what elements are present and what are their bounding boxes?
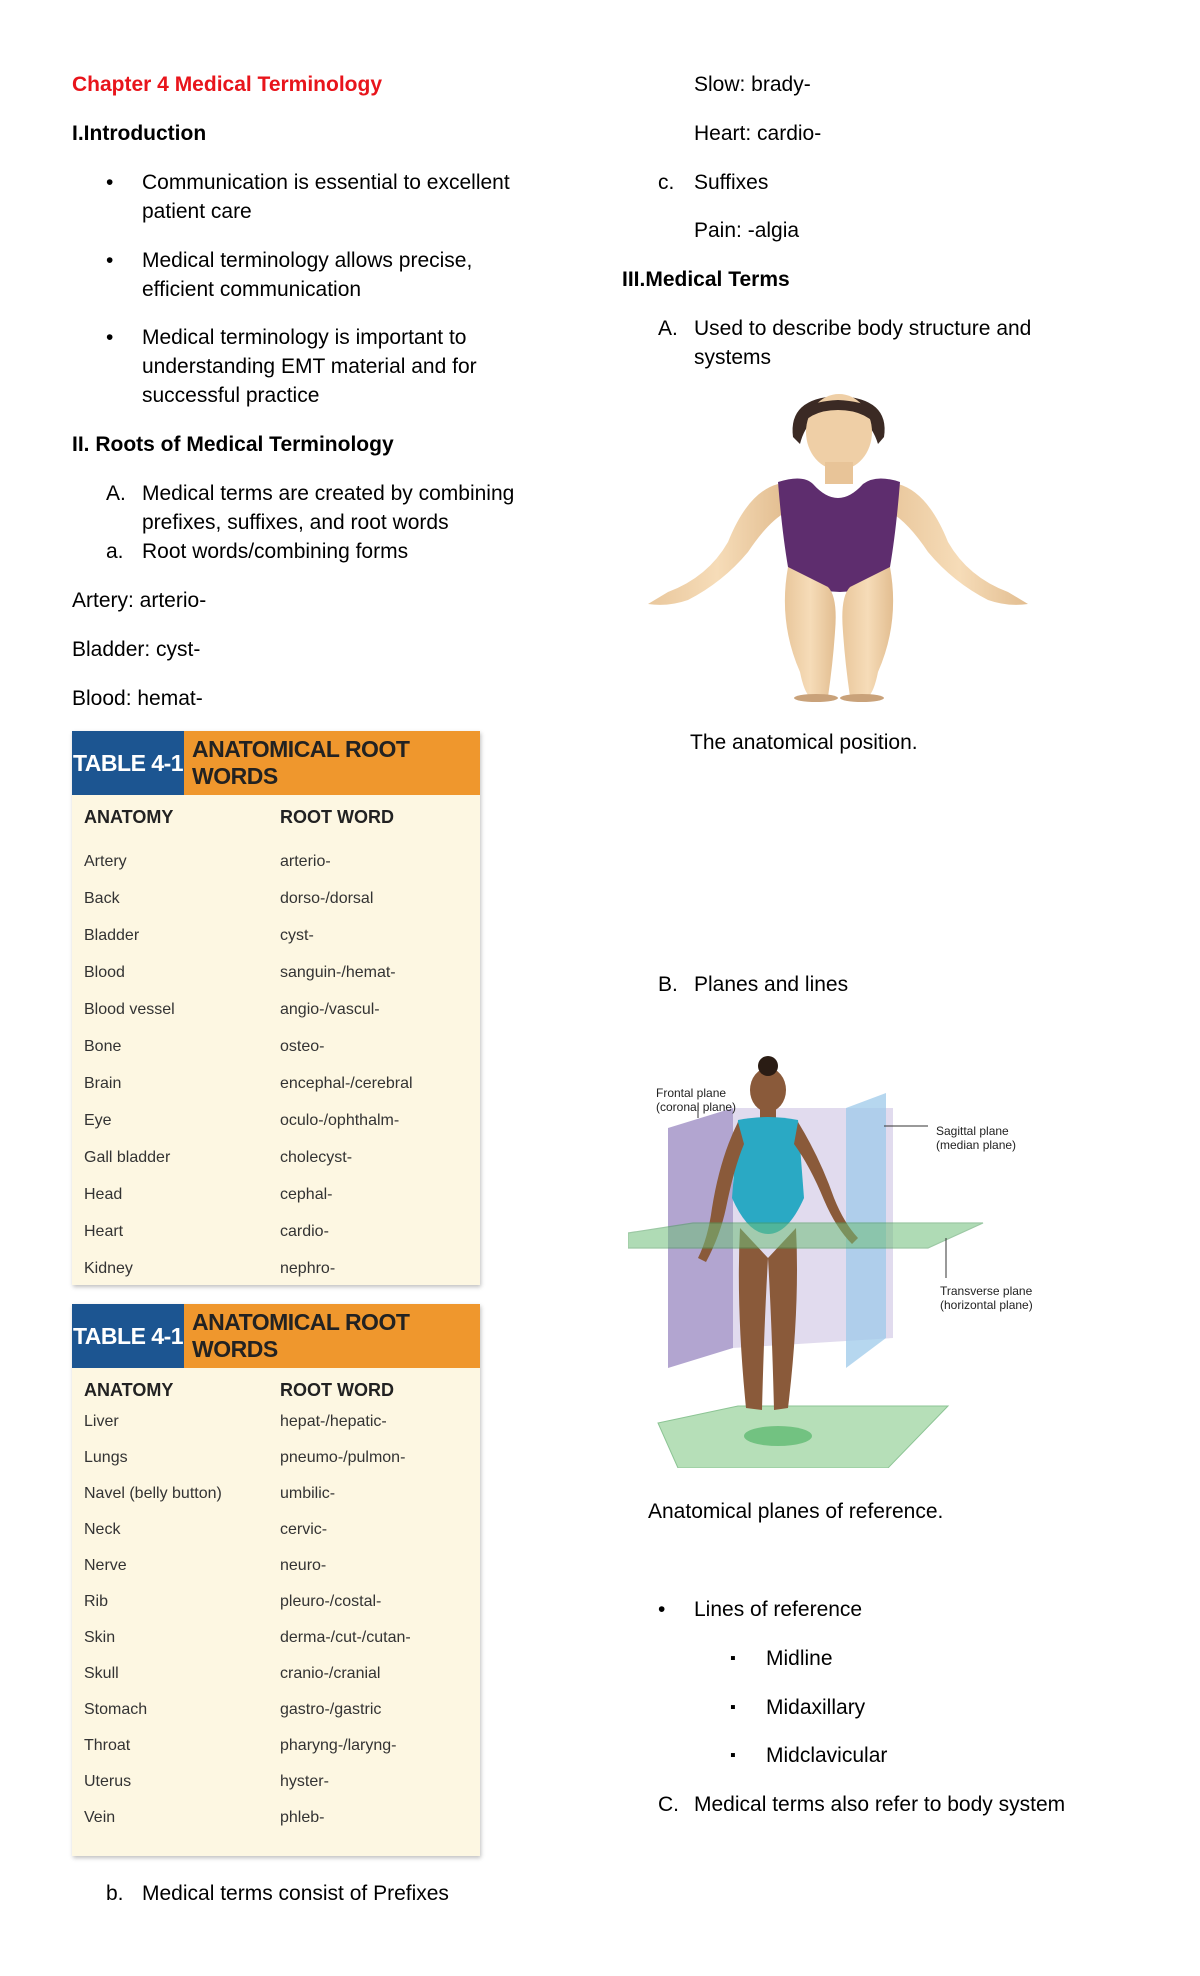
table-row — [72, 1620, 480, 1656]
anatomy-cell: Skin — [84, 1629, 116, 1646]
line-midline: Midline — [766, 1647, 833, 1670]
bullet-marker: • — [106, 249, 114, 272]
root-word-cell: derma-/cut-/cutan- — [280, 1629, 411, 1646]
line-midclavicular: Midclavicular — [766, 1744, 888, 1767]
anatomy-cell: Uterus — [84, 1773, 132, 1790]
table-column-headers — [72, 1380, 480, 1404]
roots-item-c: Suffixes — [694, 171, 769, 194]
table-row — [72, 1584, 480, 1620]
example-blood: Blood: hemat- — [72, 687, 203, 710]
table-row — [72, 843, 480, 880]
root-word-cell: dorso-/dorsal — [280, 890, 374, 907]
table-row — [72, 1404, 480, 1440]
root-word-cell: hepat-/hepatic- — [280, 1413, 387, 1430]
medical-terms-item-C: Medical terms also refer to body system — [694, 1793, 1066, 1816]
roots-item-b: Medical terms consist of Prefixes — [142, 1882, 449, 1905]
root-word-cell: pleuro-/costal- — [280, 1593, 382, 1610]
anatomy-cell: Stomach — [84, 1701, 148, 1718]
bullet-marker: • — [658, 1598, 666, 1621]
anatomy-cell: Rib — [84, 1593, 109, 1610]
column-root-word: ROOT WORD — [280, 807, 394, 827]
list-marker-B: B. — [658, 973, 678, 996]
root-word-cell: phleb- — [280, 1809, 325, 1826]
table-row — [72, 1102, 480, 1139]
table-row — [72, 1692, 480, 1728]
square-bullet-marker: ▪ — [730, 1747, 736, 1764]
lines-of-reference: Lines of reference — [694, 1598, 863, 1621]
table-row — [72, 1065, 480, 1102]
root-word-cell: cephal- — [280, 1186, 333, 1203]
label-frontal-plane: Frontal plane — [656, 1086, 727, 1100]
caption-anatomical-planes: Anatomical planes of reference. — [648, 1500, 944, 1523]
table-row — [72, 917, 480, 954]
medical-terms-item-B: Planes and lines — [694, 973, 849, 996]
square-bullet-marker: ▪ — [730, 1699, 736, 1716]
table-body — [72, 843, 480, 1287]
table-header — [72, 731, 480, 795]
anatomy-cell: Bladder — [84, 927, 140, 944]
table-body — [72, 1404, 480, 1836]
list-marker-b: b. — [106, 1882, 124, 1905]
anatomy-cell: Nerve — [84, 1557, 127, 1574]
label-sagittal-plane: Sagittal plane — [936, 1124, 1009, 1138]
list-marker-A: A. — [106, 482, 126, 505]
table-number: TABLE 4-1 — [72, 1304, 184, 1368]
line-midaxillary: Midaxillary — [766, 1696, 866, 1719]
list-marker-C: C. — [658, 1793, 679, 1816]
prefix-slow: Slow: brady- — [694, 73, 811, 96]
medical-terms-item-A: Used to describe body structure and systems — [694, 317, 1032, 369]
table-row — [72, 1028, 480, 1065]
root-heart: Heart: cardio- — [694, 122, 822, 145]
anatomy-cell: Blood vessel — [84, 1001, 175, 1018]
table-row — [72, 1800, 480, 1836]
root-word-cell: neuro- — [280, 1557, 327, 1574]
anatomy-cell: Blood — [84, 964, 125, 981]
column-anatomy: ANATOMY — [84, 807, 174, 827]
table-title: ANATOMICAL ROOT WORDS — [184, 1304, 480, 1368]
anatomical-position-figure — [628, 392, 1048, 702]
root-word-cell: gastro-/gastric — [280, 1701, 382, 1718]
list-marker-A: A. — [658, 317, 678, 340]
table-header — [72, 1304, 480, 1368]
table-row — [72, 1656, 480, 1692]
anatomy-cell: Vein — [84, 1809, 116, 1826]
anatomy-cell: Liver — [84, 1413, 119, 1430]
table-number: TABLE 4-1 — [72, 731, 184, 795]
example-artery: Artery: arterio- — [72, 589, 207, 612]
table-row — [72, 1440, 480, 1476]
root-word-cell: nephro- — [280, 1260, 336, 1277]
root-word-cell: cyst- — [280, 927, 314, 944]
table-row — [72, 1139, 480, 1176]
roots-item-A: Medical terms are created by combining prefixes, suffixes, and root words — [142, 482, 515, 534]
root-word-cell: encephal-/cerebral — [280, 1075, 413, 1092]
root-word-cell: cardio- — [280, 1223, 329, 1240]
root-word-cell: pharyng-/laryng- — [280, 1737, 397, 1754]
suffix-pain: Pain: -algia — [694, 219, 800, 242]
root-word-cell: angio-/vascul- — [280, 1001, 380, 1018]
intro-bullet-2: Medical terminology allows precise, efficient communication — [142, 249, 473, 301]
root-word-cell: umbilic- — [280, 1485, 336, 1502]
table-row — [72, 1512, 480, 1548]
anatomy-cell: Brain — [84, 1075, 122, 1092]
section-medical-terms-heading: III.Medical Terms — [622, 268, 790, 291]
label-coronal-plane: (coronal plane) — [656, 1100, 737, 1114]
table-row — [72, 1250, 480, 1287]
table-title: ANATOMICAL ROOT WORDS — [184, 731, 480, 795]
root-word-cell: osteo- — [280, 1038, 325, 1055]
anatomy-cell: Back — [84, 890, 120, 907]
table-row — [72, 991, 480, 1028]
table-row — [72, 1476, 480, 1512]
anatomy-cell: Lungs — [84, 1449, 128, 1466]
bullet-marker: • — [106, 326, 114, 349]
square-bullet-marker: ▪ — [730, 1650, 736, 1667]
table-column-headers — [72, 807, 480, 835]
column-root-word: ROOT WORD — [280, 1380, 394, 1400]
anatomical-planes-figure — [628, 1048, 1048, 1468]
intro-bullet-1: Communication is essential to excellent patient care — [142, 171, 510, 223]
example-bladder: Bladder: cyst- — [72, 638, 201, 661]
table-row — [72, 1176, 480, 1213]
anatomy-cell: Skull — [84, 1665, 119, 1682]
list-marker-c: c. — [658, 171, 675, 194]
anatomy-cell: Artery — [84, 853, 127, 870]
anatomy-cell: Head — [84, 1186, 123, 1203]
anatomical-root-words-table-2 — [72, 1304, 480, 1856]
table-row — [72, 954, 480, 991]
section-introduction-heading: I.Introduction — [72, 122, 207, 145]
root-word-cell: hyster- — [280, 1773, 329, 1790]
column-anatomy: ANATOMY — [84, 1380, 174, 1400]
anatomy-cell: Heart — [84, 1223, 124, 1240]
root-word-cell: cholecyst- — [280, 1149, 353, 1166]
anatomy-cell: Bone — [84, 1038, 122, 1055]
chapter-title: Chapter 4 Medical Terminology — [72, 73, 383, 96]
table-row — [72, 880, 480, 917]
label-median-plane: (median plane) — [936, 1138, 1017, 1152]
anatomy-cell: Kidney — [84, 1260, 133, 1277]
table-row — [72, 1764, 480, 1800]
anatomy-cell: Eye — [84, 1112, 112, 1129]
section-roots-heading: II. Roots of Medical Terminology — [72, 433, 394, 456]
roots-item-a: Root words/combining forms — [142, 540, 409, 563]
table-row — [72, 1728, 480, 1764]
bullet-marker: • — [106, 171, 114, 194]
intro-bullet-3: Medical terminology is important to understanding EMT material and for successful practice — [142, 326, 477, 407]
list-marker-a: a. — [106, 540, 124, 563]
root-word-cell: oculo-/ophthalm- — [280, 1112, 400, 1129]
anatomy-cell: Navel (belly button) — [84, 1485, 222, 1502]
root-word-cell: cranio-/cranial — [280, 1665, 381, 1682]
anatomy-cell: Neck — [84, 1521, 121, 1538]
root-word-cell: cervic- — [280, 1521, 328, 1538]
root-word-cell: pneumo-/pulmon- — [280, 1449, 406, 1466]
anatomy-cell: Throat — [84, 1737, 131, 1754]
label-horizontal-plane: (horizontal plane) — [940, 1298, 1033, 1312]
root-word-cell: arterio- — [280, 853, 331, 870]
label-transverse-plane: Transverse plane — [940, 1284, 1033, 1298]
anatomy-cell: Gall bladder — [84, 1149, 171, 1166]
anatomical-root-words-table-1 — [72, 731, 480, 1285]
table-row — [72, 1213, 480, 1250]
table-row — [72, 1548, 480, 1584]
root-word-cell: sanguin-/hemat- — [280, 964, 396, 981]
caption-anatomical-position: The anatomical position. — [690, 731, 918, 754]
